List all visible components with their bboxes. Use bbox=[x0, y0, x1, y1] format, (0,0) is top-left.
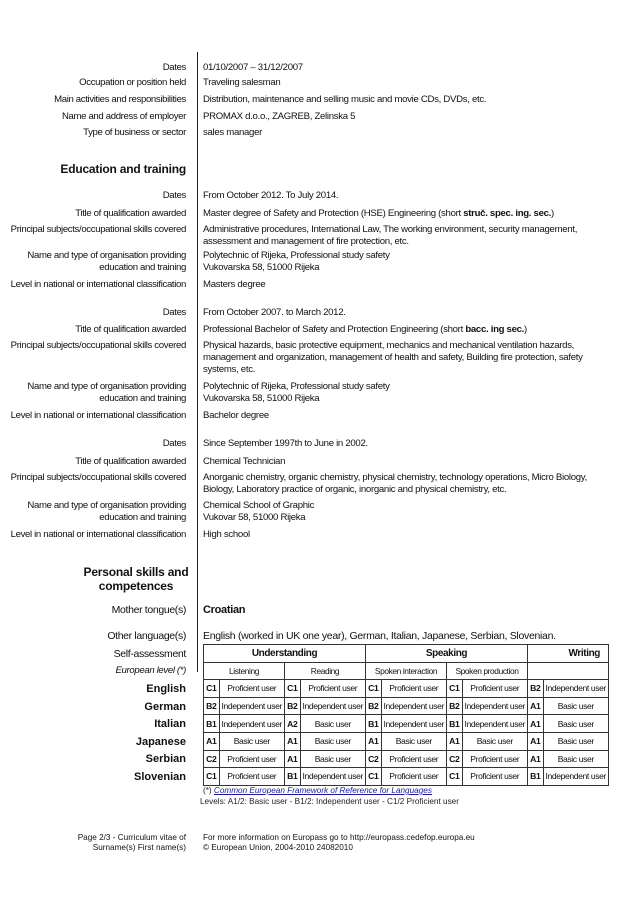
level-description: Independent user bbox=[300, 697, 366, 715]
other-languages-label: Other language(s) bbox=[107, 630, 186, 642]
footer-europass-info: For more information on Europass go to http://europass.cedefop.europa.eu © European Union, 2004-2010 24082010 bbox=[203, 833, 475, 852]
spoken-production-header: Spoken production bbox=[447, 662, 528, 680]
language-row bbox=[204, 768, 609, 786]
section-title-education: Education and training bbox=[60, 162, 186, 176]
language-name: German bbox=[144, 701, 186, 713]
footnote-prefix: (*) bbox=[203, 786, 214, 795]
level-description: Basic user bbox=[462, 732, 528, 750]
level-code: C2 bbox=[366, 750, 382, 768]
level-description: Basic user bbox=[543, 732, 609, 750]
cefr-footnote bbox=[203, 786, 432, 795]
employment-occupation-row bbox=[0, 77, 620, 89]
level-code: B1 bbox=[204, 715, 220, 733]
qualification-value: Professional Bachelor of Safety and Protection Engineering (short bacc. ing sec.) bbox=[203, 324, 527, 335]
organisation-value: Polytechnic of Rijeka, Professional study safety Vukovarska 58, 51000 Rijeka bbox=[203, 381, 390, 404]
language-row bbox=[204, 680, 609, 698]
level-description: Proficient user bbox=[381, 750, 447, 768]
level-code: C1 bbox=[366, 680, 382, 698]
level-code: B2 bbox=[447, 697, 463, 715]
level-description: Proficient user bbox=[381, 680, 447, 698]
level-description: Proficient user bbox=[462, 750, 528, 768]
language-name: Slovenian bbox=[134, 771, 186, 783]
level-code: A1 bbox=[528, 697, 544, 715]
subjects-value: Anorganic chemistry, organic chemistry, physical chemistry, technology operations, Micro Biology, Biology, Laboratory practice of organic, inorganic and physical chemistry, etc. bbox=[203, 472, 587, 495]
mother-tongue-label: Mother tongue(s) bbox=[111, 604, 186, 616]
level-description: Basic user bbox=[300, 715, 366, 733]
organisation-label: Name and type of organisation providing education and training bbox=[27, 500, 186, 523]
level-description: Basic user bbox=[381, 732, 447, 750]
organisation-value: Polytechnic of Rijeka, Professional study safety Vukovarska 58, 51000 Rijeka bbox=[203, 250, 390, 273]
level-code: C1 bbox=[204, 768, 220, 786]
subjects-value: Physical hazards, basic protective equipment, mechanics and mechanical ventilation hazards, management and organization, management of health and safety, Building fire protection, safety systems, etc. bbox=[203, 340, 583, 375]
footer-page-info: Page 2/3 - Curriculum vitae of Surname(s) First name(s) bbox=[77, 833, 186, 852]
level-description: Proficient user bbox=[381, 768, 447, 786]
qualification-value: Master degree of Safety and Protection (HSE) Engineering (short struč. spec. ing. sec.) bbox=[203, 208, 554, 219]
reading-header: Reading bbox=[285, 662, 366, 680]
employment-activities-row bbox=[0, 94, 620, 106]
level-value: High school bbox=[203, 529, 250, 540]
level-description: Proficient user bbox=[219, 750, 285, 768]
level-description: Independent user bbox=[300, 768, 366, 786]
row-label: Name and address of employer bbox=[61, 111, 186, 122]
row-label: Type of business or sector bbox=[83, 127, 186, 138]
row-value: PROMAX d.o.o., ZAGREB, Zelinska 5 bbox=[203, 111, 356, 122]
dates-label: Dates bbox=[162, 438, 186, 449]
level-description: Basic user bbox=[300, 750, 366, 768]
level-label: Level in national or international classification bbox=[10, 410, 186, 421]
level-code: B1 bbox=[447, 715, 463, 733]
level-description: Proficient user bbox=[300, 680, 366, 698]
european-level-label: European level (*) bbox=[115, 665, 186, 676]
writing-subheader bbox=[528, 662, 609, 680]
level-code: C1 bbox=[447, 768, 463, 786]
subjects-value: Administrative procedures, International Law, The working environment, security management, assessment and management of fire protection, etc. bbox=[203, 224, 578, 247]
levels-note: Levels: A1/2: Basic user - B1/2: Independent user - C1/2 Proficient user bbox=[200, 797, 459, 806]
language-row bbox=[204, 732, 609, 750]
level-code: A1 bbox=[447, 732, 463, 750]
level-code: C2 bbox=[204, 750, 220, 768]
subjects-label: Principal subjects/occupational skills covered bbox=[10, 224, 186, 235]
row-value: sales manager bbox=[203, 127, 263, 138]
language-name: English bbox=[146, 683, 186, 695]
level-value: Masters degree bbox=[203, 279, 266, 290]
level-description: Proficient user bbox=[462, 680, 528, 698]
level-description: Independent user bbox=[219, 697, 285, 715]
dates-label: Dates bbox=[162, 307, 186, 318]
level-description: Basic user bbox=[543, 697, 609, 715]
spoken-interaction-header: Spoken interaction bbox=[366, 662, 447, 680]
language-name: Italian bbox=[154, 718, 186, 730]
level-code: C1 bbox=[285, 680, 301, 698]
level-code: B2 bbox=[204, 697, 220, 715]
other-languages-value: English (worked in UK one year), German, Italian, Japanese, Serbian, Slovenian. bbox=[203, 630, 556, 642]
table-subheader-row bbox=[204, 662, 609, 680]
language-name: Serbian bbox=[145, 753, 186, 765]
dates-value: From October 2012. To July 2014. bbox=[203, 190, 339, 201]
level-code: A1 bbox=[204, 732, 220, 750]
level-code: B2 bbox=[366, 697, 382, 715]
table-header-row bbox=[204, 645, 609, 663]
level-description: Independent user bbox=[462, 697, 528, 715]
level-label: Level in national or international classification bbox=[10, 279, 186, 290]
language-row bbox=[204, 750, 609, 768]
qualification-value: Chemical Technician bbox=[203, 456, 286, 467]
employment-dates-row bbox=[0, 62, 620, 74]
row-value: Traveling salesman bbox=[203, 77, 281, 88]
qualification-label: Title of qualification awarded bbox=[75, 324, 186, 335]
level-description: Basic user bbox=[543, 715, 609, 733]
language-row bbox=[204, 715, 609, 733]
organisation-label: Name and type of organisation providing education and training bbox=[27, 250, 186, 273]
level-description: Basic user bbox=[543, 750, 609, 768]
cefr-link[interactable]: Common European Framework of Reference for Languages bbox=[213, 786, 432, 795]
level-description: Independent user bbox=[543, 680, 609, 698]
subjects-label: Principal subjects/occupational skills covered bbox=[10, 340, 186, 351]
level-description: Proficient user bbox=[462, 768, 528, 786]
speaking-header: Speaking bbox=[366, 645, 528, 663]
level-description: Basic user bbox=[300, 732, 366, 750]
vertical-divider bbox=[197, 52, 198, 672]
row-value: Distribution, maintenance and selling music and movie CDs, DVDs, etc. bbox=[203, 94, 487, 105]
level-description: Independent user bbox=[381, 715, 447, 733]
level-description: Independent user bbox=[543, 768, 609, 786]
dates-value: From October 2007. to March 2012. bbox=[203, 307, 346, 318]
level-description: Independent user bbox=[381, 697, 447, 715]
level-value: Bachelor degree bbox=[203, 410, 269, 421]
level-code: B1 bbox=[285, 768, 301, 786]
level-code: A1 bbox=[285, 732, 301, 750]
mother-tongue-row bbox=[0, 604, 620, 616]
employment-employer-row bbox=[0, 111, 620, 123]
level-code: B2 bbox=[285, 697, 301, 715]
level-label: Level in national or international classification bbox=[10, 529, 186, 540]
level-code: B1 bbox=[366, 715, 382, 733]
level-code: A1 bbox=[366, 732, 382, 750]
level-code: A2 bbox=[285, 715, 301, 733]
subjects-label: Principal subjects/occupational skills covered bbox=[10, 472, 186, 483]
dates-label: Dates bbox=[162, 190, 186, 201]
organisation-value: Chemical School of Graphic Vukovar 58, 51000 Rijeka bbox=[203, 500, 315, 523]
listening-header: Listening bbox=[204, 662, 285, 680]
level-description: Basic user bbox=[219, 732, 285, 750]
writing-header: Writing bbox=[528, 645, 609, 663]
level-code: A1 bbox=[528, 750, 544, 768]
qualification-label: Title of qualification awarded bbox=[75, 456, 186, 467]
level-code: C1 bbox=[204, 680, 220, 698]
row-value: 01/10/2007 – 31/12/2007 bbox=[203, 62, 303, 73]
level-code: A1 bbox=[285, 750, 301, 768]
self-assessment-label: Self-assessment bbox=[113, 648, 186, 660]
language-rows bbox=[204, 680, 609, 786]
mother-tongue-value: Croatian bbox=[203, 604, 246, 616]
other-languages-row bbox=[0, 630, 620, 642]
employment-sector-row bbox=[0, 127, 620, 139]
level-code: B2 bbox=[528, 680, 544, 698]
language-assessment-table bbox=[203, 644, 609, 786]
row-label: Main activities and responsibilities bbox=[54, 94, 186, 105]
level-description: Independent user bbox=[219, 715, 285, 733]
row-label: Dates bbox=[162, 62, 186, 73]
qualification-label: Title of qualification awarded bbox=[75, 208, 186, 219]
row-label: Occupation or position held bbox=[79, 77, 186, 88]
level-code: B1 bbox=[528, 768, 544, 786]
organisation-label: Name and type of organisation providing education and training bbox=[27, 381, 186, 404]
language-name: Japanese bbox=[135, 736, 186, 748]
level-code: C2 bbox=[447, 750, 463, 768]
section-title-skills: Personal skills and competences bbox=[83, 565, 189, 593]
level-description: Proficient user bbox=[219, 768, 285, 786]
level-code: C1 bbox=[366, 768, 382, 786]
language-row bbox=[204, 697, 609, 715]
level-description: Proficient user bbox=[219, 680, 285, 698]
level-code: C1 bbox=[447, 680, 463, 698]
level-code: A1 bbox=[528, 715, 544, 733]
level-description: Independent user bbox=[462, 715, 528, 733]
level-code: A1 bbox=[528, 732, 544, 750]
dates-value: Since September 1997th to June in 2002. bbox=[203, 438, 368, 449]
understanding-header: Understanding bbox=[204, 645, 366, 663]
